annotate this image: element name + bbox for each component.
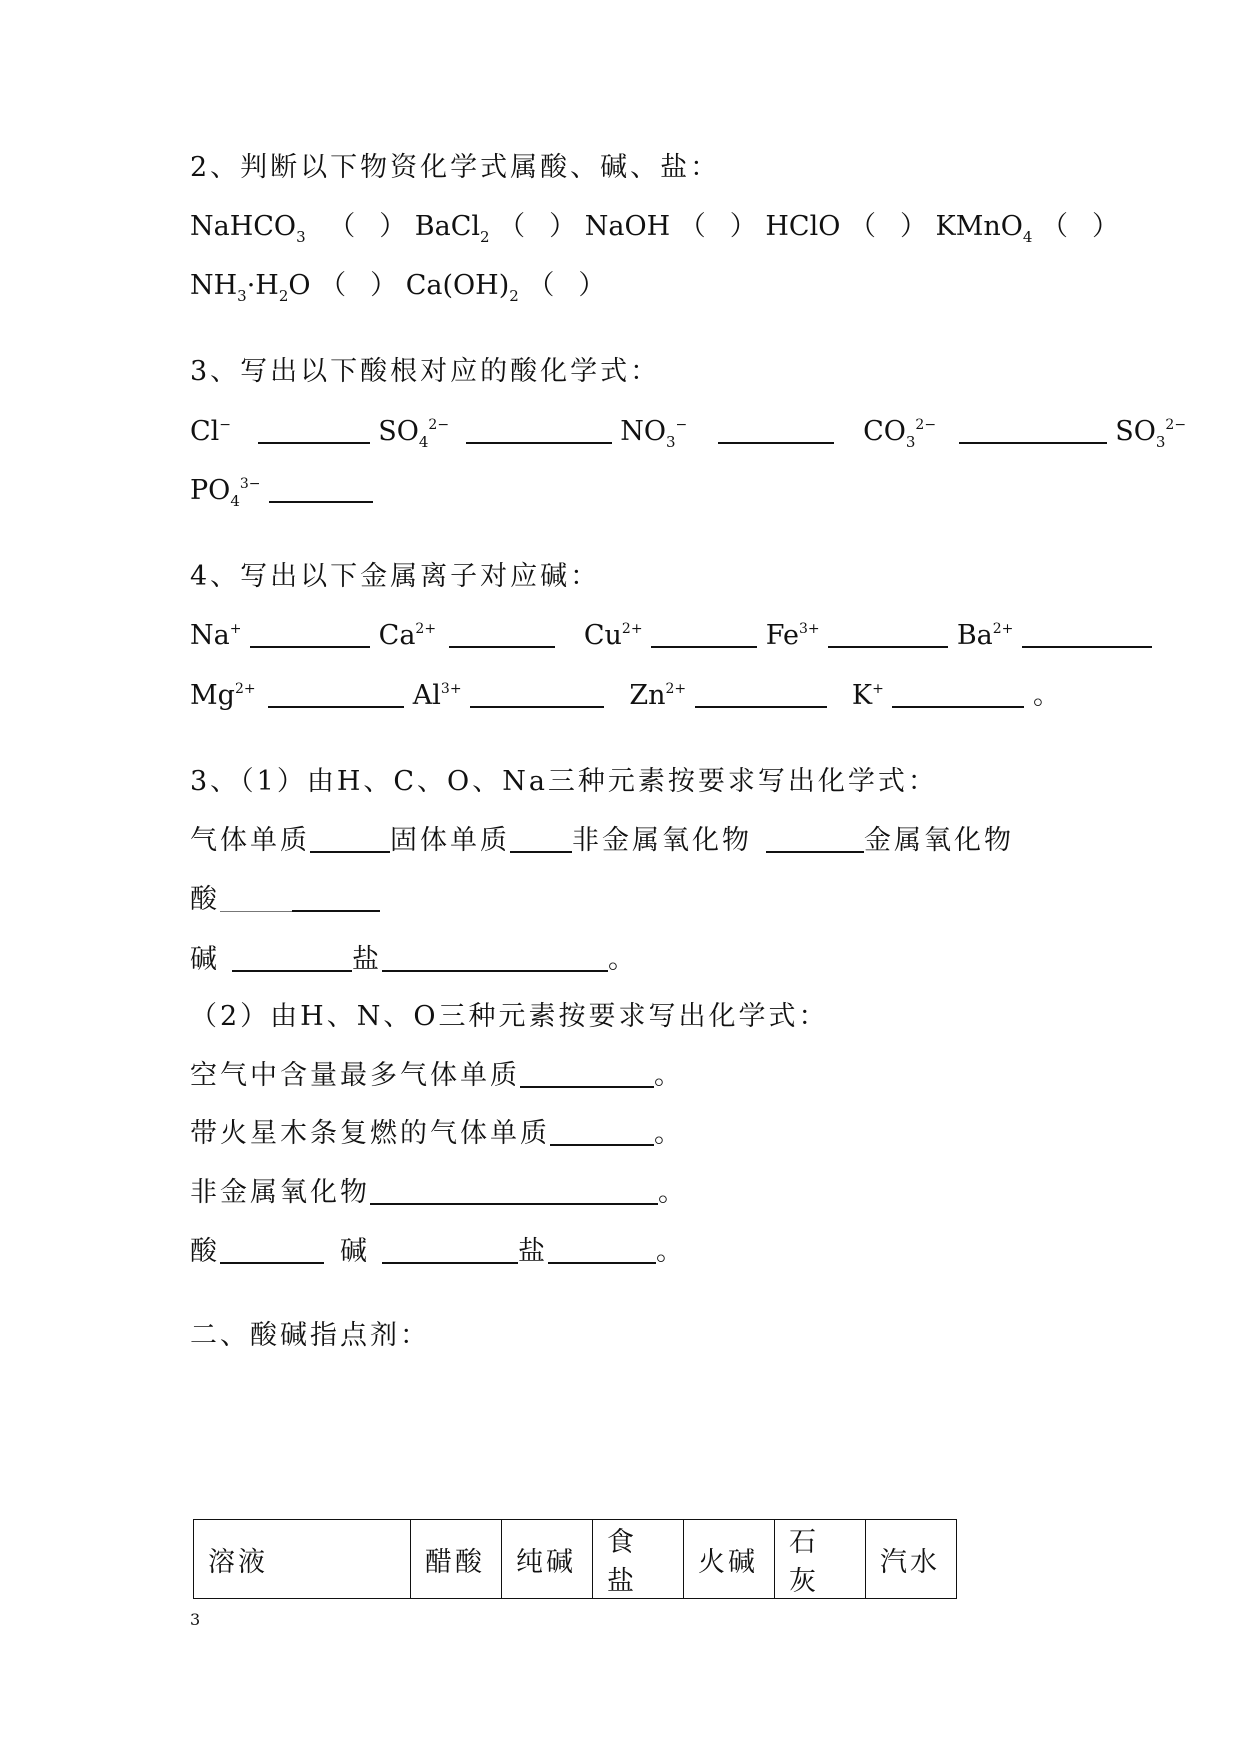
ion-po4: $PO_4^{3-}$ (190, 475, 261, 510)
compound-kmno4: KMnO$_4$ (935, 211, 1033, 246)
answer-blank[interactable] (1022, 646, 1152, 648)
compound-nahco3: NaHCO$_3$ (190, 211, 306, 246)
answer-blank[interactable] (651, 646, 757, 648)
q5-title: 3、（1）由H、C、O、Na三种元素按要求写出化学式： (190, 766, 938, 797)
ion-cu: $Cu^{2+}$ (583, 620, 643, 651)
label-acid: 酸 (190, 1236, 220, 1267)
answer-blank[interactable] (766, 851, 864, 853)
label-salt: 盐 (518, 1236, 548, 1267)
answer-blank[interactable] (510, 851, 572, 853)
answer-blank[interactable] (959, 442, 1107, 444)
q6-row4 (190, 1238, 686, 1265)
answer-blank[interactable] (548, 1262, 656, 1264)
answer-blank[interactable] (466, 442, 612, 444)
table-header-cell: 纯碱 (502, 1520, 593, 1599)
answer-blank[interactable] (695, 706, 827, 708)
answer-blank[interactable] (718, 442, 834, 444)
ion-na: Na+ (190, 620, 242, 651)
answer-blank[interactable] (220, 911, 292, 912)
sentence-end: 。 (658, 1177, 688, 1208)
q3-row2 (190, 477, 373, 509)
q6-title: （2）由H、N、O三种元素按要求写出化学式： (190, 1001, 829, 1032)
answer-blank[interactable] (269, 501, 373, 503)
sentence-end: 。 (656, 1236, 686, 1267)
label-metal-oxide: 金属氧化物 (864, 825, 1014, 856)
label-nonmetal-oxide: 非金属氧化物 (190, 1177, 370, 1208)
ion-mg: $Mg^{2+}$ (190, 680, 256, 711)
q5-row3 (190, 946, 638, 973)
ion-ca: $Ca^{2+}$ (378, 620, 437, 651)
q3-row1 (190, 418, 1186, 450)
q2-row2 (190, 272, 605, 304)
q4-title: 4、写出以下金属离子对应碱： (190, 561, 601, 592)
ion-zn: $Zn^{2+}$ (629, 680, 687, 711)
label-salt: 盐 (352, 944, 382, 975)
answer-blank[interactable] (220, 1262, 324, 1264)
answer-blank[interactable] (292, 910, 380, 912)
sentence-end: 。 (654, 1118, 684, 1149)
ion-so3: $SO_3^{2-}$ (1115, 416, 1187, 451)
compound-caoh2: $Ca(OH)_2$ (405, 270, 519, 305)
ion-ba: $Ba^{2+}$ (956, 620, 1014, 651)
compound-hclo: HClO (765, 211, 841, 242)
label-reignite-gas: 带火星木条复燃的气体单质 (190, 1118, 550, 1149)
answer-blank[interactable] (382, 1262, 518, 1264)
table-header-cell: 石 灰 (775, 1520, 866, 1599)
answer-blank[interactable] (258, 442, 370, 444)
q4-row2 (190, 682, 1060, 709)
ion-cl: Cl− (190, 416, 232, 447)
compound-bacl2: BaCl$_2$ (414, 211, 490, 246)
ion-k: K+ (851, 680, 884, 711)
compound-nh3h2o: $NH_3\cdot H_2O$ (190, 270, 311, 305)
ion-fe: $Fe^{3+}$ (765, 620, 820, 651)
page-number: 3 (190, 1610, 201, 1629)
label-nonmetal-oxide: 非金属氧化物 (572, 825, 752, 856)
answer-blank[interactable] (232, 970, 352, 972)
q3-title: 3、写出以下酸根对应的酸化学式： (190, 356, 661, 387)
label-gas-element: 气体单质 (190, 825, 310, 856)
table-header-cell: 汽水 (866, 1520, 957, 1599)
answer-blank[interactable] (520, 1086, 654, 1088)
q2-row1 (190, 213, 1119, 245)
answer-blank[interactable] (268, 706, 404, 708)
answer-blank[interactable] (828, 646, 948, 648)
compound-naoh: NaOH (584, 211, 671, 242)
label-acid: 酸 (190, 884, 220, 915)
q5-row1 (190, 827, 1014, 854)
label-solid-element: 固体单质 (390, 825, 510, 856)
sentence-end: 。 (1033, 680, 1060, 711)
answer-paren[interactable]: （ ） (498, 211, 577, 242)
table-header-cell: 食 盐 (593, 1520, 684, 1599)
ion-co3: $CO_3^{2-}$ (863, 416, 937, 451)
answer-paren[interactable]: （ ） (678, 211, 757, 242)
answer-paren[interactable]: （ ） (527, 270, 606, 301)
q6-row2 (190, 1120, 684, 1147)
indicator-table (193, 1519, 957, 1599)
section2-title: 二、酸碱指点剂： (190, 1320, 430, 1351)
label-base: 碱 (340, 1236, 370, 1267)
answer-paren[interactable]: （ ） (319, 270, 398, 301)
ion-al: $Al^{3+}$ (412, 680, 462, 711)
answer-blank[interactable] (449, 646, 555, 648)
answer-blank[interactable] (250, 646, 370, 648)
answer-paren[interactable]: （ ） (1041, 211, 1120, 242)
q5-row2 (190, 886, 380, 913)
q2-title: 2、判断以下物资化学式属酸、碱、盐： (190, 152, 721, 183)
ion-no3: $NO_3^-$ (620, 416, 688, 451)
label-air-gas: 空气中含量最多气体单质 (190, 1060, 520, 1091)
answer-paren[interactable]: （ ） (328, 211, 407, 242)
table-header-cell: 火碱 (684, 1520, 775, 1599)
sentence-end: 。 (654, 1060, 684, 1091)
table-header-cell: 溶液 (194, 1520, 411, 1599)
sentence-end: 。 (608, 944, 638, 975)
q6-row3 (190, 1179, 688, 1206)
answer-blank[interactable] (892, 706, 1024, 708)
table-header-cell: 醋酸 (411, 1520, 502, 1599)
q4-row1 (190, 622, 1152, 649)
answer-blank[interactable] (470, 706, 604, 708)
answer-paren[interactable]: （ ） (848, 211, 927, 242)
label-base: 碱 (190, 944, 220, 975)
table-row (194, 1520, 957, 1599)
answer-blank[interactable] (382, 970, 608, 972)
q6-row1 (190, 1062, 684, 1089)
answer-blank[interactable] (310, 851, 390, 853)
answer-blank[interactable] (370, 1203, 658, 1205)
answer-blank[interactable] (550, 1144, 654, 1146)
ion-so4: $SO_4^{2-}$ (378, 416, 450, 451)
